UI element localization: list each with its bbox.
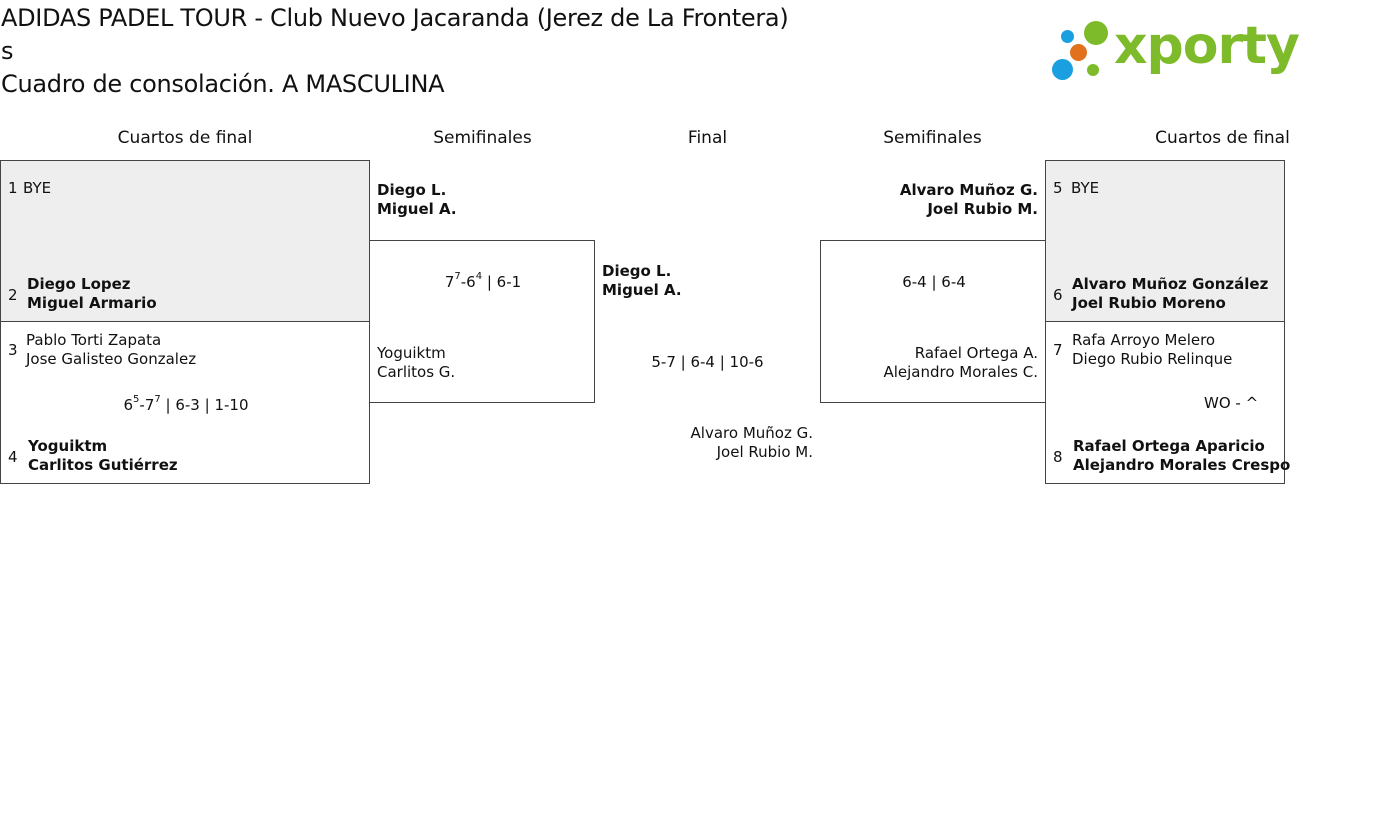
final-team-runner-up: [595, 424, 813, 462]
team-name: BYE: [23, 179, 52, 197]
seed-number: 6: [1053, 286, 1063, 304]
seed-number: 5: [1053, 179, 1063, 197]
player-name: Alejandro Morales Crespo: [1073, 456, 1291, 474]
sf-right-team-a: [820, 181, 1038, 219]
player-name: Rafa Arroyo Melero: [1072, 331, 1216, 349]
logo-dot-blue-small: [1061, 30, 1074, 43]
player-name: Pablo Torti Zapata: [26, 331, 162, 349]
player-name: Diego L.: [602, 262, 672, 280]
round-header-qf-right: Cuartos de final: [1155, 128, 1290, 148]
player-name: Miguel A.: [602, 281, 682, 299]
player-name: Diego Lopez: [27, 275, 131, 293]
team-winner: [28, 437, 178, 475]
player-name: Diego L.: [377, 181, 447, 199]
seed-number: 7: [1053, 341, 1063, 359]
logo-dot-orange: [1070, 44, 1087, 61]
seed-number: 2: [8, 286, 18, 304]
player-name: Joel Rubio M.: [927, 200, 1038, 218]
draw-title: Cuadro de consolación. A MASCULINA: [1, 70, 445, 98]
match-score: 6-4 | 6-4: [902, 273, 966, 291]
team-winner: [1073, 437, 1290, 475]
match-qf-right-2[interactable]: [1045, 321, 1291, 484]
player-name: Alejandro Morales C.: [883, 363, 1038, 381]
match-sf-left[interactable]: [369, 240, 595, 403]
team-name: BYE: [1071, 179, 1100, 197]
final-team-winner: [602, 262, 682, 300]
player-name: Alvaro Muñoz G.: [899, 181, 1038, 199]
player-name: Miguel Armario: [27, 294, 157, 312]
player-name: Carlitos Gutiérrez: [28, 456, 178, 474]
final-score: 5-7 | 6-4 | 10-6: [651, 353, 764, 371]
team-name: [26, 331, 196, 369]
team-winner: [27, 275, 157, 313]
player-name: Yoguiktm: [377, 344, 446, 362]
round-header-qf-left: Cuartos de final: [117, 128, 253, 148]
logo-dot-green: [1084, 21, 1108, 45]
page-title: [1, 2, 788, 101]
player-name: Joel Rubio M.: [716, 443, 813, 461]
match-qf-left-1[interactable]: [0, 160, 370, 322]
player-name: Alvaro Muñoz G.: [690, 424, 813, 442]
player-name: Alvaro Muñoz González: [1072, 275, 1269, 293]
logo-text: xporty: [1114, 16, 1299, 76]
tournament-subtitle: s: [1, 37, 14, 65]
round-header-sf-left: Semifinales: [433, 128, 532, 148]
sf-left-team-a: [377, 181, 457, 219]
match-score: WO - ^: [1204, 394, 1259, 412]
team-winner: [1072, 275, 1268, 313]
team-name: [1072, 331, 1232, 369]
team-name: [377, 344, 455, 382]
player-name: Diego Rubio Relinque: [1072, 350, 1233, 368]
xporty-logo: [1050, 16, 1299, 84]
seed-number: 1: [8, 179, 18, 197]
player-name: Joel Rubio Moreno: [1072, 294, 1226, 312]
player-name: Rafael Ortega A.: [914, 344, 1038, 362]
round-header-final: Final: [687, 128, 728, 148]
logo-dot-green-small: [1087, 64, 1099, 76]
player-name: Yoguiktm: [28, 437, 108, 455]
logo-dot-blue: [1052, 59, 1073, 80]
seed-number: 3: [8, 341, 18, 359]
seed-number: 8: [1053, 448, 1063, 466]
player-name: Jose Galisteo Gonzalez: [26, 350, 197, 368]
match-qf-right-1[interactable]: [1045, 160, 1285, 322]
match-qf-left-2[interactable]: [0, 321, 370, 484]
player-name: Carlitos G.: [377, 363, 456, 381]
player-name: Rafael Ortega Aparicio: [1073, 437, 1265, 455]
tournament-title: ADIDAS PADEL TOUR - Club Nuevo Jacaranda (Jerez de La Frontera): [1, 4, 789, 32]
team-name: [821, 344, 1038, 382]
match-score: $6^5-7^7$ | 6-3 | 1-10: [123, 394, 249, 414]
match-sf-right[interactable]: [820, 240, 1046, 403]
match-score: $7^7-6^4$ | 6-1: [444, 271, 522, 291]
player-name: Miguel A.: [377, 200, 457, 218]
seed-number: 4: [8, 448, 18, 466]
round-header-sf-right: Semifinales: [883, 128, 982, 148]
